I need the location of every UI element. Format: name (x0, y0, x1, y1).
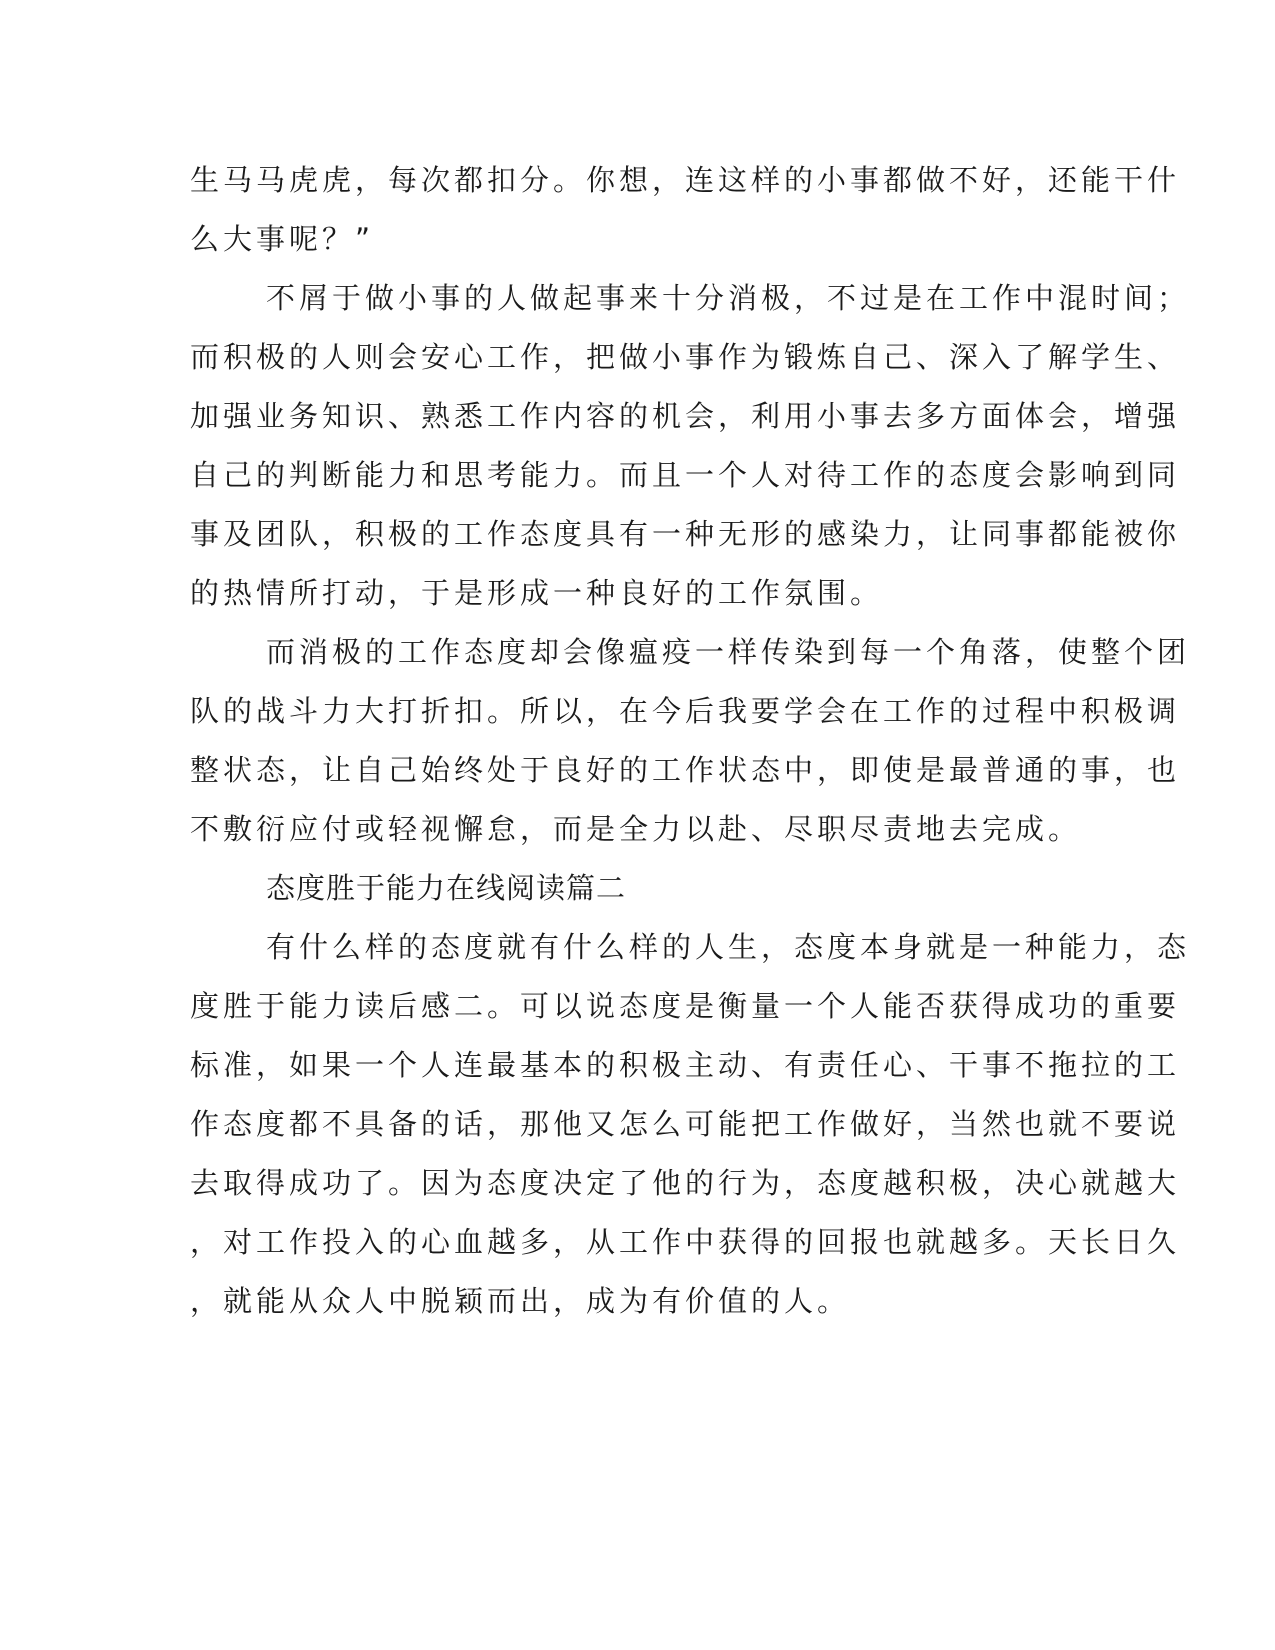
text-line: ，对工作投入的心血越多，从工作中获得的回报也就越多。天长日久 (190, 1225, 1181, 1259)
text-line: 作态度都不具备的话，那他又怎么可能把工作做好，当然也就不要说 (190, 1107, 1181, 1141)
text-line: 自己的判断能力和思考能力。而且一个人对待工作的态度会影响到同 (190, 458, 1181, 492)
text-line: 队的战斗力大打折扣。所以，在今后我要学会在工作的过程中积极调 (190, 694, 1181, 728)
paragraph-start-line: 不屑于做小事的人做起事来十分消极，不过是在工作中混时间； (266, 281, 1191, 315)
text-line: 加强业务知识、熟悉工作内容的机会，利用小事去多方面体会，增强 (190, 399, 1181, 433)
text-line: 么大事呢？” (190, 222, 375, 256)
text-line: ，就能从众人中脱颖而出，成为有价值的人。 (190, 1284, 851, 1318)
text-line: 而积极的人则会安心工作，把做小事作为锻炼自己、深入了解学生、 (190, 340, 1181, 374)
text-line: 标准，如果一个人连最基本的积极主动、有责任心、干事不拖拉的工 (190, 1048, 1181, 1082)
text-line: 度胜于能力读后感二。可以说态度是衡量一个人能否获得成功的重要 (190, 989, 1181, 1023)
text-line: 不敷衍应付或轻视懈怠，而是全力以赴、尽职尽责地去完成。 (190, 812, 1082, 846)
text-line: 整状态，让自己始终处于良好的工作状态中，即使是最普通的事，也 (190, 753, 1181, 787)
text-line: 去取得成功了。因为态度决定了他的行为，态度越积极，决心就越大 (190, 1166, 1181, 1200)
paragraph-start-line: 而消极的工作态度却会像瘟疫一样传染到每一个角落，使整个团 (266, 635, 1191, 669)
text-line: 事及团队，积极的工作态度具有一种无形的感染力，让同事都能被你 (190, 517, 1181, 551)
text-line: 的热情所打动，于是形成一种良好的工作氛围。 (190, 576, 884, 610)
section-heading: 态度胜于能力在线阅读篇二 (266, 871, 627, 905)
paragraph-start-line: 有什么样的态度就有什么样的人生，态度本身就是一种能力，态 (266, 930, 1191, 964)
text-line: 生马马虎虎，每次都扣分。你想，连这样的小事都做不好，还能干什 (190, 163, 1181, 197)
